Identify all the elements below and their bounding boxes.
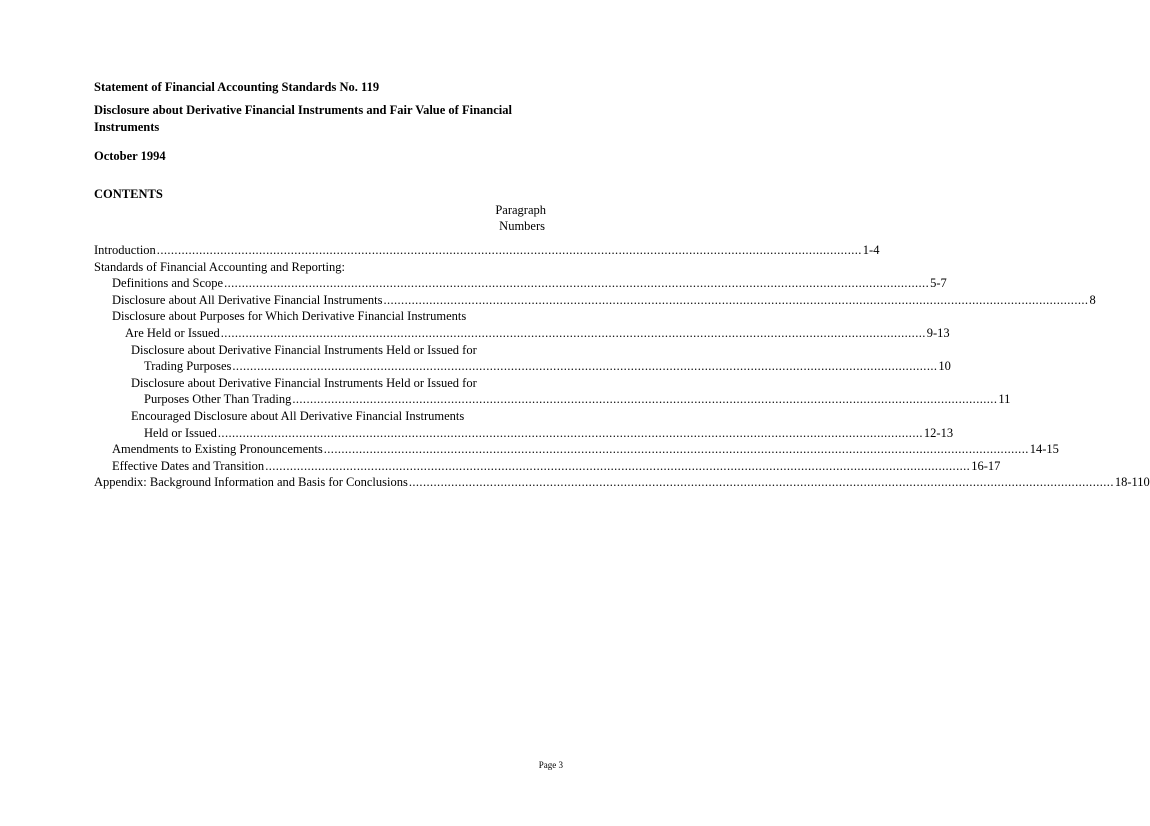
toc-entry-label: Are Held or Issued (125, 325, 220, 340)
toc-paragraph-numbers: 12-13 (923, 425, 954, 440)
toc-entry (94, 375, 545, 392)
toc-entry (94, 308, 545, 325)
paragraph-column-header: Paragraph (495, 203, 546, 217)
toc-paragraph-numbers: 16-17 (971, 458, 1001, 473)
toc-dot-leader: ........................................................................................................................................................................................................ (265, 458, 971, 473)
toc-dot-leader: ........................................................................................................................................................................................................ (224, 276, 930, 291)
toc-entry (94, 242, 880, 259)
toc-dot-leader: ........................................................................................................................................................................................................ (323, 442, 1029, 457)
toc-entry (94, 358, 951, 375)
toc-entry-label: Purposes Other Than Trading (144, 392, 292, 407)
toc-entry-label: Amendments to Existing Pronouncements (112, 442, 323, 457)
toc-dot-leader: ........................................................................................................................................................................................................ (156, 243, 862, 257)
toc-entry-label: Appendix: Background Information and Basis for Conclusions (94, 475, 408, 490)
toc-entry (94, 458, 1001, 475)
toc-dot-leader: ........................................................................................................................................................................................................ (220, 325, 926, 340)
toc-entry (94, 391, 1011, 408)
toc-paragraph-numbers: 9-13 (926, 325, 950, 340)
statement-heading: Statement of Financial Accounting Standards No. 119 (94, 80, 380, 94)
toc-entry-label: Disclosure about Derivative Financial Instruments Held or Issued for (131, 342, 477, 357)
toc-dot-leader: ........................................................................................................................................................................................................ (232, 359, 938, 374)
toc-entry (94, 325, 950, 342)
toc-entry-label: Introduction (94, 243, 156, 257)
toc-entry (94, 275, 947, 292)
issue-date: October 1994 (94, 149, 166, 163)
toc-entry-label: Disclosure about Purposes for Which Derivative Financial Instruments (112, 309, 467, 324)
toc-entry (94, 425, 954, 442)
toc-entry (94, 342, 545, 359)
numbers-column-header: Numbers (499, 219, 545, 233)
page-number: Page 3 (538, 760, 563, 770)
toc-paragraph-numbers: 8 (1089, 292, 1096, 307)
table-of-contents (94, 242, 1150, 491)
toc-entry-label: Disclosure about Derivative Financial Instruments Held or Issued for (131, 375, 477, 390)
toc-entry-label: Definitions and Scope (112, 276, 224, 291)
toc-entry (94, 441, 1059, 458)
toc-paragraph-numbers: 11 (998, 392, 1011, 407)
toc-dot-leader: ........................................................................................................................................................................................................ (383, 292, 1089, 307)
toc-entry-label: Standards of Financial Accounting and Reporting: (94, 259, 345, 274)
toc-entry-label: Disclosure about All Derivative Financial Instruments (112, 292, 383, 307)
toc-paragraph-numbers: 10 (938, 359, 951, 374)
toc-entry (94, 474, 1150, 491)
toc-entry (94, 292, 1096, 309)
toc-dot-leader: ........................................................................................................................................................................................................ (217, 425, 923, 440)
toc-paragraph-numbers: 18-110 (1114, 475, 1150, 490)
document-title: Disclosure about Derivative Financial Instruments and Fair Value of Financial Instruments (94, 103, 512, 134)
toc-dot-leader: ........................................................................................................................................................................................................ (408, 475, 1114, 490)
toc-entry (94, 259, 545, 276)
toc-entry-label: Effective Dates and Transition (112, 458, 265, 473)
toc-paragraph-numbers: 5-7 (930, 276, 947, 291)
toc-entry (94, 408, 545, 425)
toc-dot-leader: ........................................................................................................................................................................................................ (292, 392, 998, 407)
toc-entry-label: Encouraged Disclosure about All Derivative Financial Instruments (131, 408, 465, 423)
toc-paragraph-numbers: 1-4 (862, 243, 880, 257)
contents-heading: CONTENTS (94, 187, 163, 201)
toc-paragraph-numbers: 14-15 (1029, 442, 1059, 457)
toc-entry-label: Held or Issued (144, 425, 217, 440)
toc-entry-label: Trading Purposes (144, 359, 232, 374)
